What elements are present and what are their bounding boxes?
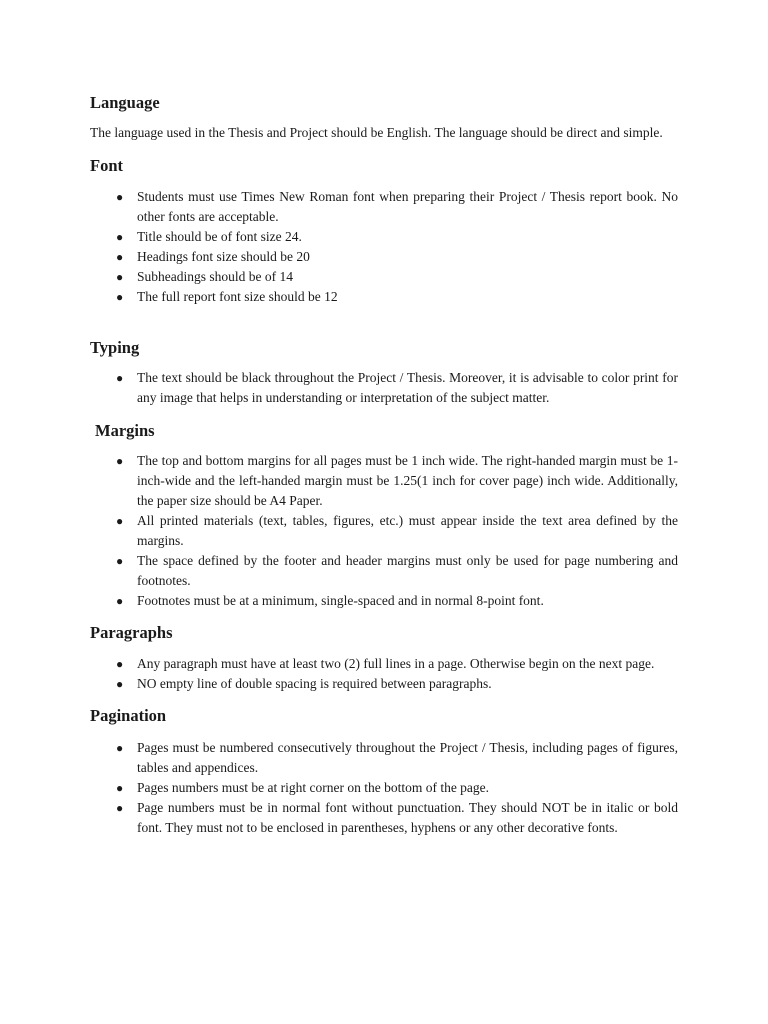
section-typing — [90, 337, 678, 408]
bullet-icon: ● — [116, 593, 124, 608]
heading-font: Font — [90, 155, 123, 175]
list-item: ● The space defined by the footer and header margins must only be used for page numbering and footnotes. — [116, 552, 678, 588]
bullet-icon: ● — [116, 269, 124, 284]
bullet-icon: ● — [116, 189, 124, 204]
section-pagination — [90, 705, 678, 838]
paragraphs-list — [90, 654, 678, 694]
list-item: ● Page numbers must be in normal font without punctuation. They should NOT be in italic or bold font. They must not to be enclosed in parentheses, hyphens or any other decorative fonts. — [116, 799, 678, 835]
list-item: ● Footnotes must be at a minimum, single-spaced and in normal 8-point font. — [90, 591, 678, 611]
list-item: ● The full report font size should be 12 — [90, 287, 678, 307]
section-margins — [90, 420, 678, 611]
list-item: ● Pages numbers must be at right corner on the bottom of the page. — [90, 778, 678, 798]
heading-paragraphs: Paragraphs — [90, 622, 173, 642]
section-font — [90, 155, 678, 307]
bullet-icon: ● — [116, 370, 124, 385]
list-item: ● Headings font size should be 20 — [90, 247, 678, 267]
margins-list — [90, 451, 678, 611]
bullet-icon: ● — [116, 513, 124, 528]
list-item: ● The text should be black throughout the Project / Thesis. Moreover, it is advisable to color print for any image that helps in understanding or interpretation of the subject matter. — [116, 369, 678, 405]
typing-list — [90, 368, 678, 408]
list-item: ● Any paragraph must have at least two (2) full lines in a page. Otherwise begin on the next page. — [90, 654, 678, 674]
bullet-icon: ● — [116, 453, 124, 468]
bullet-icon: ● — [116, 780, 124, 795]
heading-pagination: Pagination — [90, 705, 167, 725]
list-item: ● Title should be of font size 24. — [90, 227, 678, 247]
bullet-icon: ● — [116, 656, 124, 671]
bullet-icon: ● — [116, 553, 124, 568]
list-item: ● Students must use Times New Roman font when preparing their Project / Thesis report book. No other fonts are acceptable. — [116, 188, 678, 224]
list-item: ● Subheadings should be of 14 — [90, 267, 678, 287]
bullet-icon: ● — [116, 676, 124, 691]
list-item: ● All printed materials (text, tables, figures, etc.) must appear inside the text area defined by the margins. — [116, 512, 678, 548]
list-item: ● The top and bottom margins for all pages must be 1 inch wide. The right-handed margin must be 1-inch-wide and the left-handed margin must be 1.25(1 inch for cover page) inch wide. Additionally, the paper size should be A4 Paper. — [116, 452, 678, 508]
heading-typing: Typing — [90, 337, 140, 357]
section-language — [90, 92, 678, 144]
bullet-icon: ● — [116, 800, 124, 815]
heading-margins: Margins — [95, 420, 155, 440]
bullet-icon: ● — [116, 249, 124, 264]
font-list — [90, 187, 678, 307]
heading-language: Language — [90, 93, 160, 112]
pagination-list — [90, 738, 678, 838]
list-item: ● NO empty line of double spacing is required between paragraphs. — [90, 674, 678, 694]
list-item: ● Pages must be numbered consecutively throughout the Project / Thesis, including pages of figures, tables and appendices. — [116, 739, 678, 775]
bullet-icon: ● — [116, 740, 124, 755]
paragraph-language: The language used in the Thesis and Project should be English. The language should be direct and simple. — [90, 125, 663, 140]
section-paragraphs — [90, 622, 678, 694]
bullet-icon: ● — [116, 229, 124, 244]
bullet-icon: ● — [116, 289, 124, 304]
document-page — [90, 92, 678, 838]
